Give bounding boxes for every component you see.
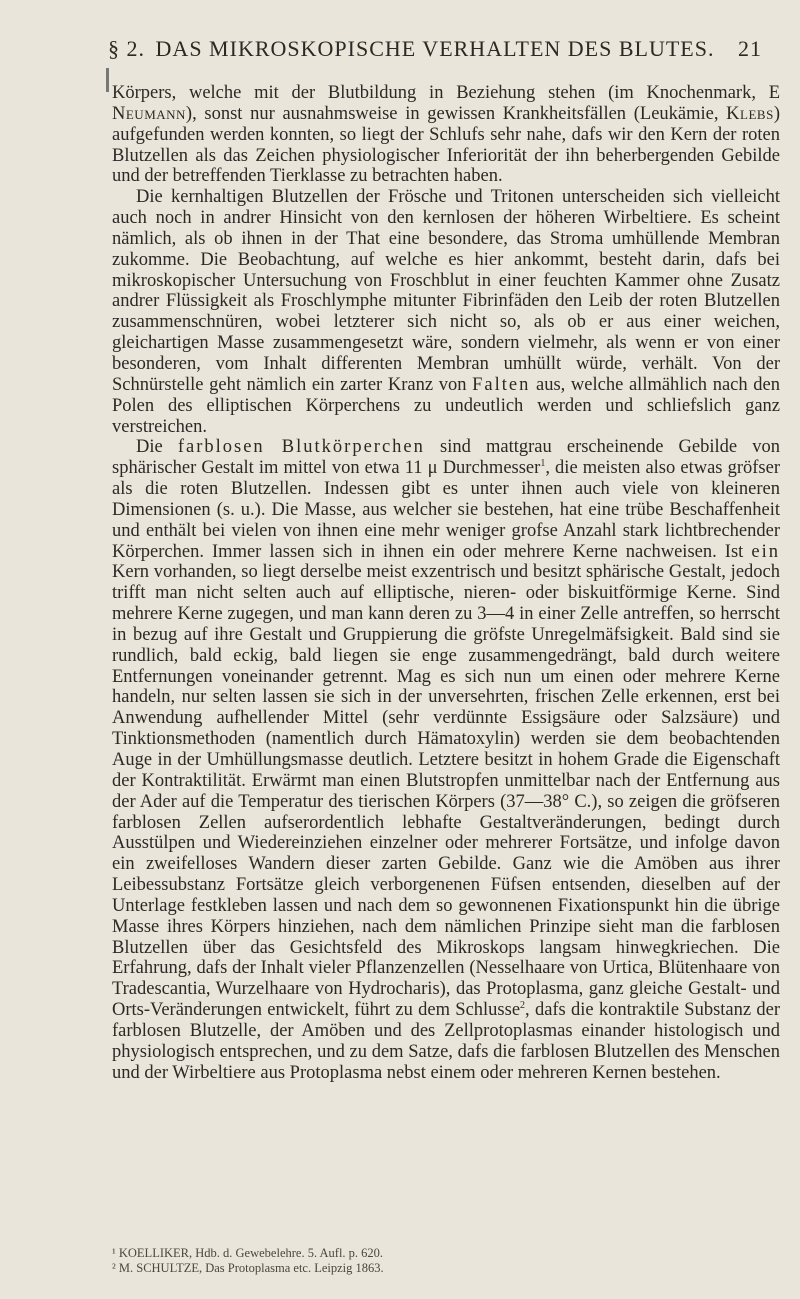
author-name: Klebs — [726, 103, 774, 124]
text-run: Die kernhaltigen Blutzellen der Frösche und Tritonen unterscheiden sich vielleicht auch noch in andrer Hinsicht von den kernlosen der höheren Wirbeltiere. Es scheint nämlich, als ob ihnen in der That eine besondere, das Stroma umhüllende Membran zukomme. Die Beobachtung, auf welche es hier ankommt, besteht darin, dafs bei mikroskopischer Untersuchung von Froschblut in einer feuchten Kammer ohne Zusatz andrer Flüssigkeit als Froschlymphe mitunter Fibrinfäden den Leib der roten Blutzellen zusammenschnüren, wobei letzterer sich nicht so, als ob er aus einer weichen, gleichartigen Masse zusammengesetzt wäre, sondern vielmehr, als wenn er von einer besonderen, vom Inhalt differenten Membran umhüllt würde, verhält. Von der Schnürstelle geht nämlich ein zarter Kranz von — [112, 187, 780, 395]
text-run: ), sonst nur ausnahmsweise in gewissen Krankheitsfällen (Leukämie, — [185, 103, 727, 124]
margin-rule — [106, 68, 109, 92]
text-run: Die — [136, 437, 178, 458]
footnotes — [112, 1246, 712, 1276]
chapter-title: DAS MIKROSKOPISCHE VERHALTEN DES BLUTES. — [155, 36, 715, 61]
paragraph — [112, 187, 780, 437]
text-run: aus, welche allmählich nach den Polen des elliptischen Körperchens zu undeutlich werden und schliefslich ganz verstreichen. — [112, 374, 780, 437]
emphasized-text: Falten — [472, 374, 531, 395]
footnote-ref: 2 — [520, 999, 526, 1011]
body-text — [112, 83, 780, 1084]
text-run: ) aufgefunden werden konnten, so liegt der Schlufs sehr nahe, dafs wir den Kern der roten Blutzellen als das Zeichen physiologischer Inferiorität der ihn beherbergenden Gebilde und der betreffenden Tierklasse zu betrachten haben. — [112, 103, 780, 187]
running-header — [108, 36, 762, 64]
emphasized-text: farblosen Blutkörperchen — [177, 437, 425, 458]
text-run: , dafs die kontraktile Substanz der farblosen Blutzelle, der Amöben und des Zellprotoplasmas einander histologisch und physiologisch entsprechen, und zu dem Satze, dafs die farblosen Blutzellen des Menschen und der Wirbeltiere aus Protoplasma nebst einem oder mehreren Kernen bestehen. — [112, 1000, 780, 1083]
section-number: § 2. — [108, 36, 145, 61]
footnote-ref: 1 — [540, 458, 546, 470]
footnote: ¹ KOELLIKER, Hdb. d. Gewebelehre. 5. Aufl. p. 620. — [112, 1246, 384, 1260]
page-number: 21 — [738, 36, 762, 61]
paragraph — [112, 83, 780, 187]
text-run: , die meisten also etwas gröfser als die roten Blutzellen. Indessen gibt es unter ihnen auch viele von kleineren Dimensionen (s. u.). Die Masse, aus welcher sie bestehen, hat eine trübe Beschaffenheit und enthält bei vielen von ihnen eine mehr weniger grofse Anzahl stark lichtbrechender Körperchen. Immer lassen sich in ihnen ein oder mehrere Kerne nachweisen. Ist — [112, 458, 780, 562]
paragraph — [112, 437, 780, 1083]
emphasized-text: ein — [751, 541, 780, 562]
author-name: Neumann — [112, 103, 186, 124]
text-run: Körpers, welche mit der Blutbildung in Beziehung stehen (im Knochenmark, E — [112, 83, 780, 103]
text-run: sind mattgrau erscheinende Gebilde von sphärischer Gestalt im mittel von etwa 11 μ Durchmesser — [112, 437, 780, 479]
footnote: ² M. SCHULTZE, Das Protoplasma etc. Leipzig 1863. — [112, 1261, 384, 1275]
text-run: Kern vorhanden, so liegt derselbe meist exzentrisch und besitzt sphärische Gestalt, jedoch trifft man nicht selten auch auf elliptische, nieren- oder biskuitförmige Kerne. Sind mehrere Kerne zugegen, und man kann deren zu 3—4 in einer Zelle antreffen, so herrscht in bezug auf ihre Gestalt und Gruppierung die gröfste Unregelmäfsigkeit. Bald sind sie rundlich, bald eckig, bald liegen sie enge zusammengedrängt, bald durch weitere Entfernungen voneinander getrennt. Mag es sich nun um einen oder mehrere Kerne handeln, nur selten lassen sie sich in der unversehrten, frischen Zelle erkennen, erst bei Anwendung aufhellender Mittel (sehr verdünnte Essigsäure oder Salzsäure) und Tinktionsmethoden (namentlich durch Hämatoxylin) werden sie dem beobachtenden Auge in der Umhüllungsmasse deutlich. Letztere besitzt in hohem Grade die Eigenschaft der Kontraktilität. Erwärmt man einen Blutstropfen unmittelbar nach der Entfernung aus der Ader auf die Temperatur des tierischen Körpers (37—38° C.), so zeigen die gröfseren farblosen Zellen aufserordentlich lebhafte Gestaltveränderungen, bedingt durch Ausstülpen und Wiedereinziehen einzelner oder mehrerer Fortsätze, und infolge davon ein zweifelloses Wandern dieser zarten Gebilde. Ganz wie die Amöben aus ihrer Leibessubstanz Fortsätze gleich verborgenenen Füfsen entsenden, dieselben auf der Unterlage festkleben lassen und nach dem so gewonnenen Fixationspunkt hin die übrige Masse ihres Körpers hinziehen, nach dem nämlichen Prinzipe sieht man die farblosen Blutzellen über das Gesichtsfeld des Mikroskops langsam hinwegkriechen. Die Erfahrung, dafs der Inhalt vieler Pflanzenzellen (Nesselhaare von Urtica, Blütenhaare von Tradescantia, Wurzelhaare von Hydrocharis), das Protoplasma, ganz gleiche Gestalt- und Orts-Veränderungen entwickelt, führt zu dem Schlusse — [112, 562, 780, 1021]
